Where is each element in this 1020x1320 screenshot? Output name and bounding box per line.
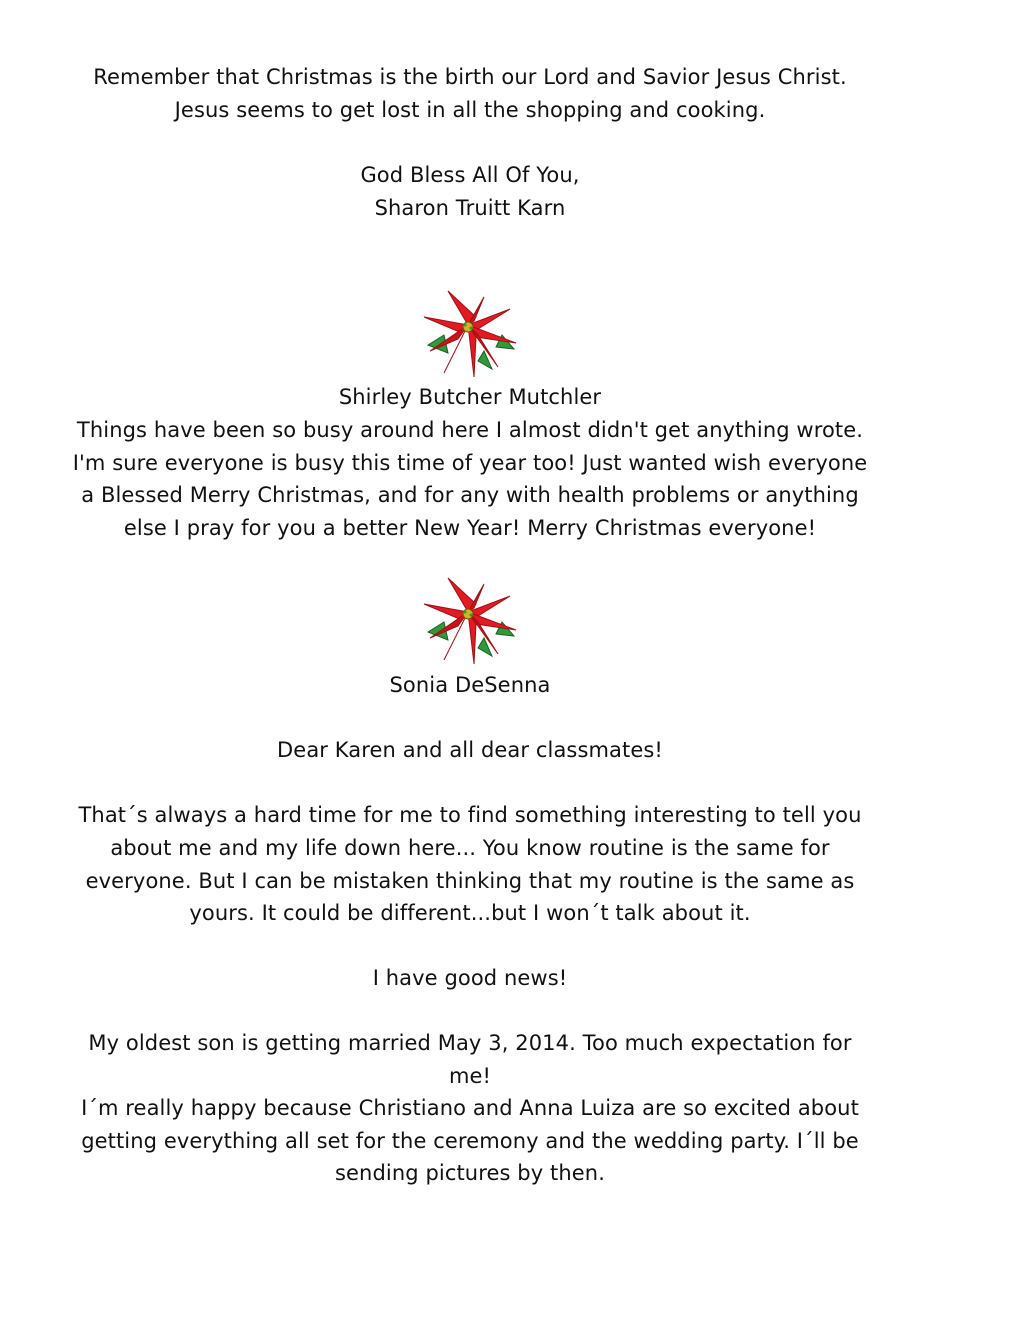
- paragraph-line: sending pictures by then.: [335, 1161, 605, 1185]
- body-line: a Blessed Merry Christmas, and for any with health problems or anything: [81, 483, 859, 507]
- paragraph-line: Remember that Christmas is the birth our Lord and Savior Jesus Christ.: [93, 65, 847, 89]
- closing-line: God Bless All Of You,: [360, 163, 580, 187]
- greeting-line: Dear Karen and all dear classmates!: [277, 738, 663, 762]
- paragraph-line: about me and my life down here... You know routine is the same for: [110, 836, 830, 860]
- paragraph-line: yours. It could be different...but I won´t talk about it.: [189, 901, 751, 925]
- paragraph-line: I´m really happy because Christiano and Anna Luiza are so excited about: [81, 1096, 859, 1120]
- paragraph-line: That´s always a hard time for me to find something interesting to tell you: [78, 803, 862, 827]
- signature: Sharon Truitt Karn: [374, 196, 566, 220]
- poinsettia-icon: [418, 287, 522, 379]
- paragraph-line: getting everything all set for the ceremony and the wedding party. I´ll be: [81, 1129, 859, 1153]
- news-line: I have good news!: [372, 966, 568, 990]
- author-name: Shirley Butcher Mutchler: [338, 385, 602, 409]
- author-name: Sonia DeSenna: [389, 673, 551, 697]
- poinsettia-icon: [418, 574, 522, 666]
- paragraph-line: everyone. But I can be mistaken thinking that my routine is the same as: [85, 869, 855, 893]
- body-line: I'm sure everyone is busy this time of year too! Just wanted wish everyone: [72, 451, 868, 475]
- paragraph-line: My oldest son is getting married May 3, 2014. Too much expectation for: [88, 1031, 852, 1055]
- paragraph-line: Jesus seems to get lost in all the shopping and cooking.: [174, 98, 766, 122]
- paragraph-line: me!: [448, 1064, 492, 1088]
- body-line: Things have been so busy around here I almost didn't get anything wrote.: [76, 418, 864, 442]
- body-line: else I pray for you a better New Year! Merry Christmas everyone!: [123, 516, 817, 540]
